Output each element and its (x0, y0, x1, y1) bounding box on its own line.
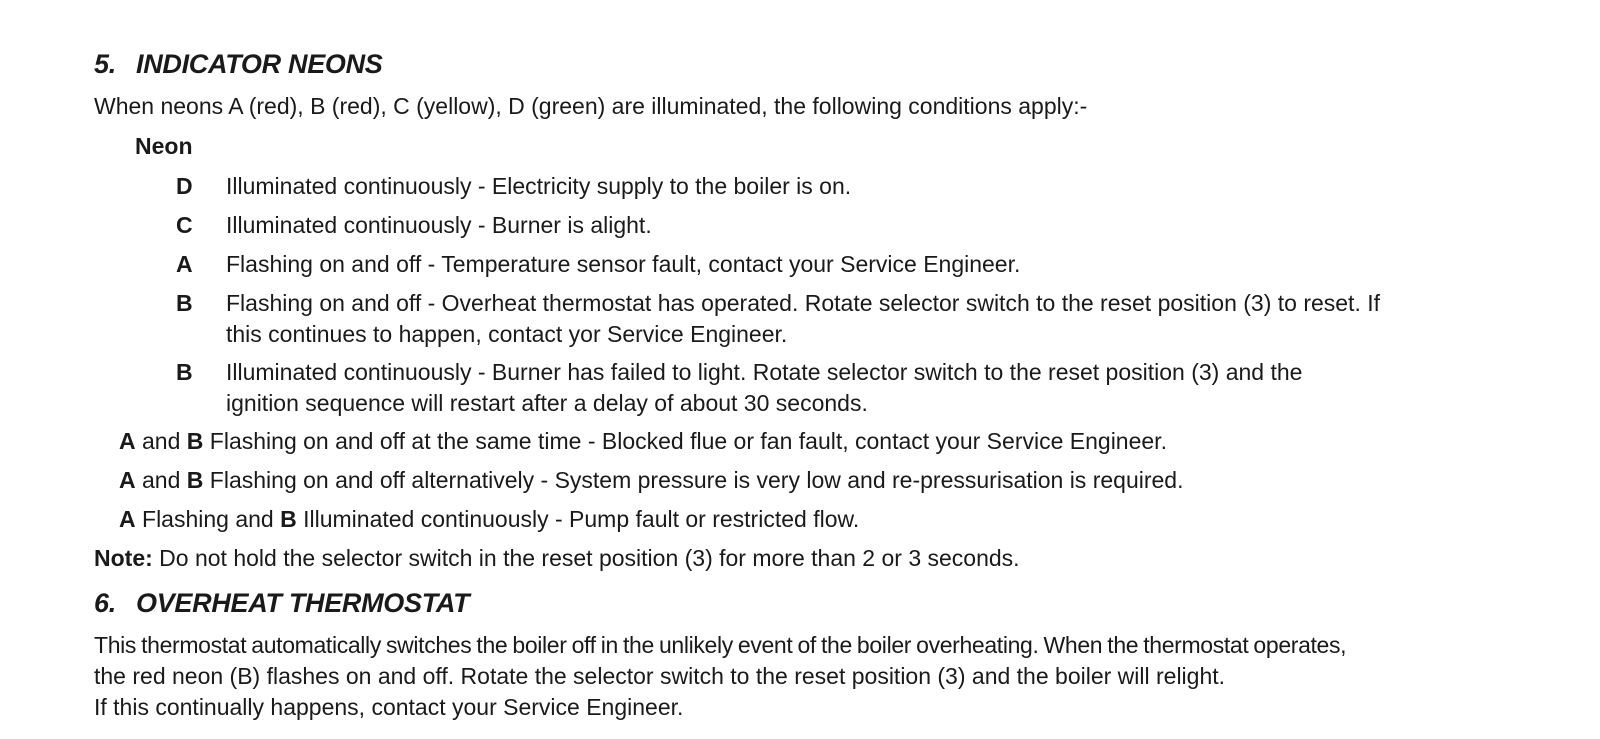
combo-letter-a: A (119, 506, 136, 532)
combo-row-pump-fault (119, 504, 859, 535)
combo-join: and (135, 428, 187, 454)
section-6-line: If this continually happens, contact your Service Engineer. (94, 694, 684, 720)
combo-letter-b: B (186, 428, 204, 454)
combo-text: Flashing on and off alternatively - System pressure is very low and re-pressurisation is required. (203, 467, 1184, 493)
combo-join: Flashing and (135, 506, 281, 532)
description-line: Illuminated continuously - Burner has failed to light. Rotate selector switch to the reset position (3) and the (226, 359, 1303, 385)
neon-letter: B (176, 359, 193, 385)
combo-join: and (135, 467, 187, 493)
section-6-line: the red neon (B) flashes on and off. Rotate the selector switch to the reset position (3) and the boiler will relight. (94, 663, 1226, 689)
section-5-number: 5. (94, 49, 116, 79)
section-6-body (94, 630, 1544, 723)
neon-letter: A (176, 251, 193, 277)
neon-description (226, 288, 1556, 350)
neon-letter: C (176, 212, 193, 238)
neon-description (226, 249, 1556, 280)
note (94, 543, 1020, 574)
description-line: Illuminated continuously - Electricity supply to the boiler is on. (226, 173, 852, 199)
section-6-number: 6. (94, 588, 116, 618)
combo-row-same-time (119, 426, 1167, 457)
neon-letter: D (176, 173, 193, 199)
neon-description (226, 171, 1556, 202)
section-6-title: OVERHEAT THERMOSTAT (136, 588, 470, 618)
neon-description (226, 210, 1556, 241)
note-text: Do not hold the selector switch in the reset position (3) for more than 2 or 3 seconds. (152, 545, 1020, 571)
neon-description (226, 357, 1556, 419)
combo-letter-b: B (186, 467, 204, 493)
description-line: ignition sequence will restart after a delay of about 30 seconds. (226, 390, 868, 416)
combo-letter-a: A (119, 428, 136, 454)
description-line: Illuminated continuously - Burner is alight. (226, 212, 652, 238)
combo-letter-b: B (280, 506, 297, 532)
section-5-intro: When neons A (red), B (red), C (yellow), D (green) are illuminated, the following conditions apply:- (94, 93, 1088, 119)
description-line: this continues to happen, contact yor Service Engineer. (226, 321, 788, 347)
neon-letter: B (176, 290, 193, 316)
combo-text: Illuminated continuously - Pump fault or restricted flow. (296, 506, 860, 532)
description-line: Flashing on and off - Temperature sensor fault, contact your Service Engineer. (226, 251, 1021, 277)
section-5-heading (94, 48, 383, 80)
section-6-line: This thermostat automatically switches the boiler off in the unlikely event of the boiler overheating. When the thermostat operates, (94, 632, 1347, 658)
description-line: Flashing on and off - Overheat thermostat has operated. Rotate selector switch to the reset position (3) to reset. If (226, 290, 1381, 316)
note-label: Note: (94, 545, 153, 571)
combo-letter-a: A (119, 467, 136, 493)
neon-subheading: Neon (135, 133, 193, 159)
combo-text: Flashing on and off at the same time - Blocked flue or fan fault, contact your Service Engineer. (203, 428, 1167, 454)
section-6-heading (94, 587, 469, 619)
combo-row-alternatively (119, 465, 1183, 496)
section-5-title: INDICATOR NEONS (136, 49, 383, 79)
